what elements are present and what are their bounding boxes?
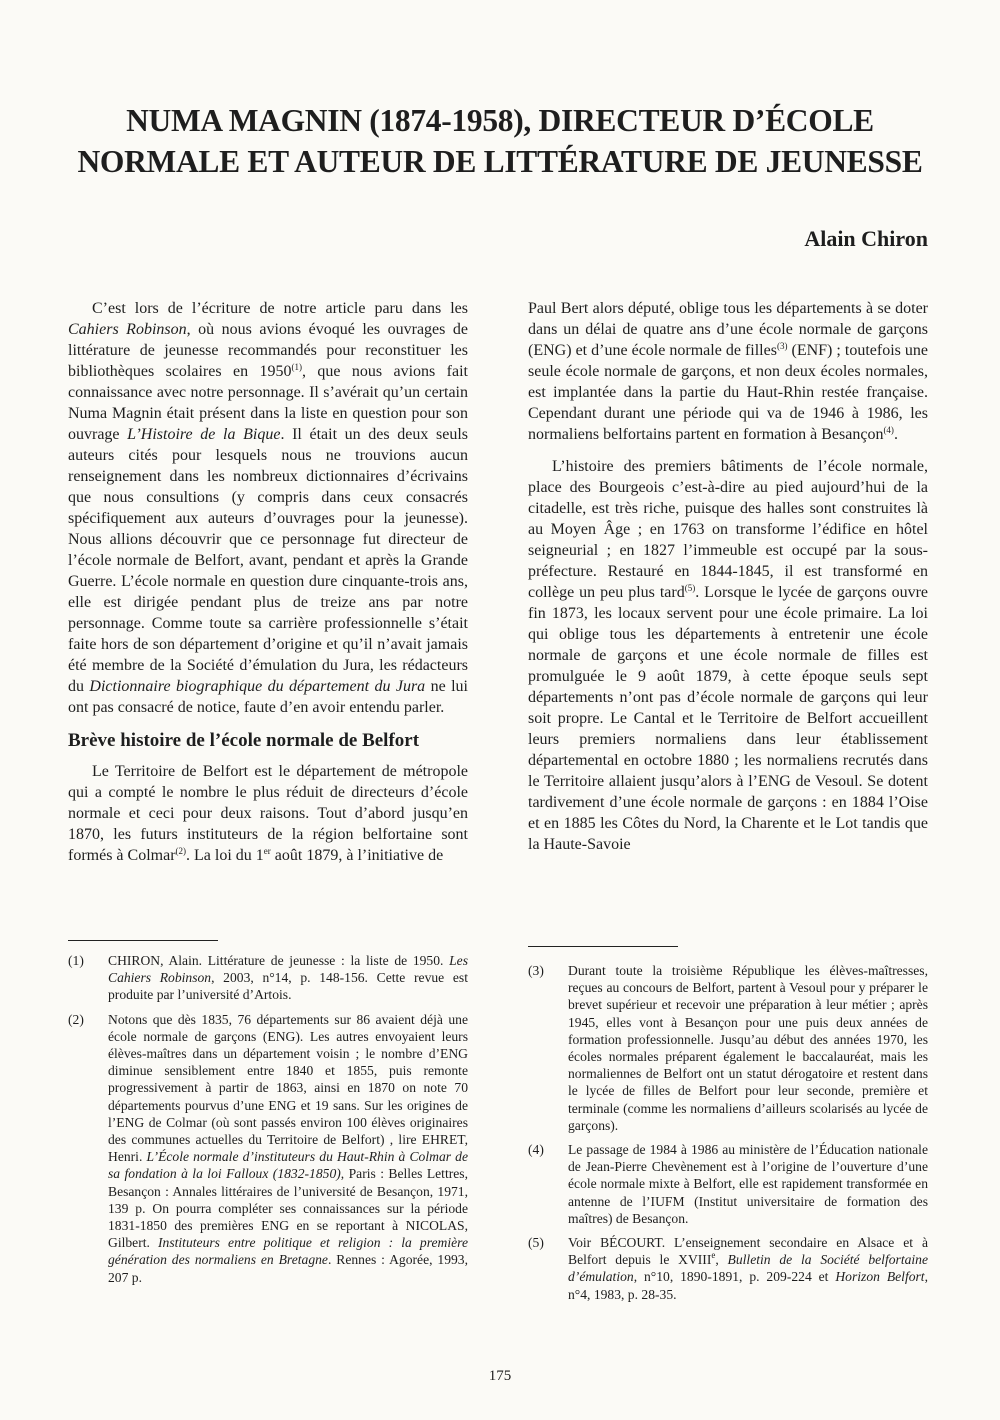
footnote [68, 1011, 468, 1286]
section-paragraph-1: Le Territoire de Belfort est le département de métropole qui a compté le nombre le plus réduit de directeurs d’école normale et ceci pour deux raisons. Tout d’abord jusqu’en 1870, les futurs instituteurs de la région belfortaine sont formés à Colmar$^{(2)}$. La loi du 1er août 1879, à l’initiative de [68, 763, 468, 864]
footnote [528, 1234, 928, 1303]
footnote-text: Le passage de 1984 à 1986 au ministère de l’Éducation nationale de Jean-Pierre Chevènement est à l’origine de l’ouverture d’une école normale mixte à Belfort, elle est rapidement transformée en antenne de l’IUFM (Institut universitaire de formation des maîtres) de Besançon. [568, 1142, 928, 1226]
footnote [68, 952, 468, 1004]
author-name: Alain Chiron [804, 226, 928, 251]
section-paragraph-2: L’histoire des premiers bâtiments de l’école normale, place des Bourgeois c’est-à-dire au pied aujourd’hui de la citadelle, est très riche, puisque des halles sont construites là au Moyen Âge ; en 1763 on transforme l’édifice en hôtel seigneurial ; en 1827 l’immeuble est occupé par la sous-préfecture. Restauré en 1844-1845, il est transformé en collège un peu plus tard$^{(5)}$. Lorsque le lycée de garçons ouvre fin 1873, les locaux servent pour une école primaire. La loi qui oblige tous les départements à entretenir une école normale de garçons et une école normale de filles est promulguée le 9 août 1879, à cette époque seuls sept départements n’ont pas d’école normale de garçons qui leur soit propre. Le Cantal et le Territoire de Belfort accueillent leurs premiers normaliens dans leur établissement départemental en octobre 1880 ; les normaliens recrutés dans le Territoire allaient jusqu’alors à l’ENG de Vesoul. Se dotent tardivement d’une école normale de garçons : en 1884 l’Oise et en 1885 les Côtes du Nord, la Charente et le Lot tandis que la Haute-Savoie [528, 458, 929, 853]
section-paragraph-1-continued: Paul Bert alors député, oblige tous les départements à se doter dans un délai de quatre ans d’une école normale de garçons (ENG) et d’une école normale de filles$^{(3)}$ (ENF) ; toutefois une seule école normale de garçons, et non deux écoles normales, est implantée dans la partie du Haut-Rhin restée française. Cependant durant une période qui va de 1946 à 1986, les normaliens belfortains partent en formation à Besançon$^{(4)}$. [528, 300, 929, 443]
footnote-text: CHIRON, Alain. Littérature de jeunesse : la liste de 1950. Les Cahiers Robinson, 2003, n°14, p. 148-156. Cette revue est produite par l’université d’Artois. [108, 953, 468, 1003]
footnote-rule-left [68, 940, 218, 941]
section-heading: Brève histoire de l’école normale de Belfort [68, 730, 420, 751]
footnote [528, 962, 928, 1134]
footnote-number: (1) [68, 953, 84, 968]
right-column [528, 298, 928, 855]
footnote [528, 1141, 928, 1227]
footnotes-left [68, 952, 468, 1293]
title-line-2: NORMALE ET AUTEUR DE LITTÉRATURE DE JEUNESSE [77, 144, 923, 179]
footnote-number: (2) [68, 1011, 84, 1027]
footnote-number: (4) [528, 1142, 544, 1158]
footnote-number: (3) [528, 963, 544, 978]
title-line-1: NUMA MAGNIN (1874-1958), DIRECTEUR D’ÉCOLE [126, 103, 874, 138]
left-column [68, 298, 468, 866]
article-title [40, 100, 960, 182]
page-number: 175 [488, 1368, 512, 1384]
footnote-text: Voir BÉCOURT. L’enseignement secondaire en Alsace et à Belfort depuis le XVIIIe, Bulletin de la Société belfortaine d’émulation, n°10, 1890-1891, p. 209-224 et Horizon Belfort, n°4, 1983, p. 28-35. [568, 1235, 929, 1302]
footnotes-right [528, 962, 928, 1310]
footnote-text: Durant toute la troisième République les élèves-maîtresses, reçues au concours de Belfort, partent à Vesoul pour y préparer le brevet supérieur et recevoir une préparation à leur métier ; après 1945, elles vont à Besançon pour une puis deux années de formation professionnelle. Jusqu’au début des années 1970, les écoles normales préparent également le baccalauréat, mais les normaliennes de Belfort ont un statut dérogatoire et restent dans le lycée de filles de Belfort pour leur seconde, première et terminale (comme les normaliens d’ailleurs scolarisés au lycée de garçons). [568, 963, 928, 1133]
footnote-number: (5) [528, 1235, 544, 1251]
footnote-rule-right [528, 946, 678, 947]
intro-paragraph: C’est lors de l’écriture de notre article paru dans les Cahiers Robinson, où nous avions évoqué les ouvrages de littérature de jeunesse recommandés pour reconstituer les bibliothèques scolaires en 1950$^{(1)}$, que nous avions fait connaissance avec notre personnage. Il s’avérait qu’un certain Numa Magnin était présent dans la liste en question pour son ouvrage L’Histoire de la Bique. Il était un des deux seuls auteurs cités pour lesquels nous ne trouvions aucun renseignement dans les nombreux dictionnaires d’écrivains que nous consultions (y compris dans ceux consacrés spécifiquement aux auteurs d’ouvrages pour la jeunesse). Nous allions découvrir que ce personnage fut directeur de l’école normale de Belfort, avant, pendant et après la Grande Guerre. L’école normale en question dure cinquante-trois ans, elle est dirigée pendant plus de treize ans par notre personnage. Comme toute sa carrière professionnelle s’était faite hors de son département d’origine et qu’il n’avait jamais été membre de la Société d’émulation du Jura, les rédacteurs du Dictionnaire biographique du département du Jura ne lui ont pas consacré de notice, faute d’en avoir entendu parler. [68, 300, 469, 716]
footnote-text: Notons que dès 1835, 76 départements sur 86 avaient déjà une école normale de garçons (ENG). Les autres envoyaient leurs élèves-maîtres dans un département voisin ; le nombre d’ENG diminue sensiblement entre 1840 et 1855, puis remonte progressivement à partir de 1863, ainsi en 1870 on note 70 départements pourvus d’une ENG et 19 sans. Sur les origines de l’ENG de Colmar (où sont passés environ 100 élèves originaires des communes actuelles du Territoire de Belfort) , lire EHRET, Henri. L’École normale d’instituteurs du Haut-Rhin à Colmar de sa fondation à la loi Falloux (1832-1850), Paris : Belles Lettres, Besançon : Annales littéraires de l’université de Besançon, 1971, 139 p. On pourra compléter ses connaissances sur la période 1831-1850 des premières ENG en se reportant à NICOLAS, Gilbert. Instituteurs entre politique et religion : la première génération des normaliens en Bretagne. Rennes : Agorée, 1993, 207 p. [108, 1011, 469, 1285]
